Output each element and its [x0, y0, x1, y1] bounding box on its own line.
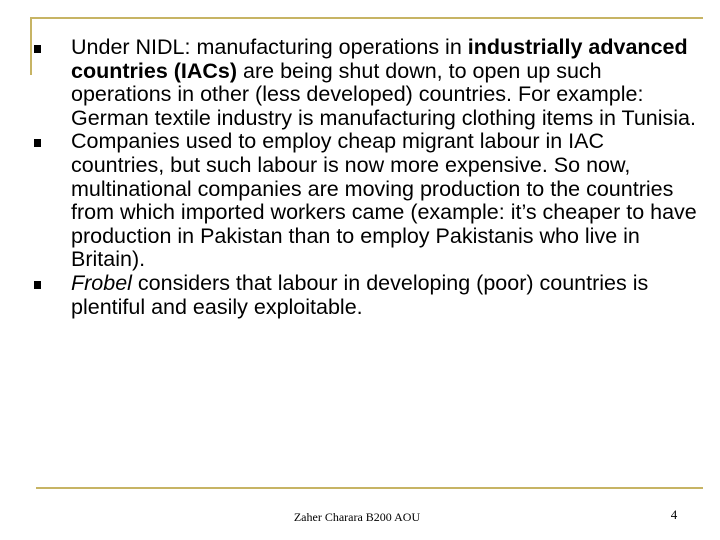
bullet-text-normal: are being shut down, to open up such operations in other (less developed) countries. For example: German textile industry is manufacturing clothing items in Tunisia.	[71, 58, 696, 130]
bullet-text-bold: industrially advanced countries (IACs)	[71, 35, 688, 83]
bullet-text-italic: Frobel	[71, 270, 132, 295]
bullet-item	[34, 130, 700, 272]
slide-body	[34, 36, 700, 319]
bullet-text-normal: considers that labour in developing (poor) countries is plentiful and easily exploitable.	[71, 270, 649, 319]
page-number: 4	[670, 507, 678, 522]
square-bullet-icon	[34, 45, 41, 53]
left-decorative-rule	[30, 17, 32, 75]
bottom-decorative-rule	[36, 487, 703, 489]
footer-author: Zaher Charara B200 AOU	[293, 510, 421, 524]
bullet-text-normal: Companies used to employ cheap migrant labour in IAC countries, but such labour is now more expensive. So now, multinational companies are moving production to the countries from which imported workers came (example: it’s cheaper to have production in Pakistan than to employ Pakistanis who live in Britain).	[71, 129, 697, 272]
square-bullet-icon	[34, 281, 41, 289]
bullet-item	[34, 272, 700, 319]
bullet-text-normal: Under NIDL: manufacturing operations in	[71, 35, 468, 59]
top-decorative-rule	[30, 17, 703, 19]
square-bullet-icon	[34, 139, 41, 147]
bullet-item	[34, 36, 700, 130]
